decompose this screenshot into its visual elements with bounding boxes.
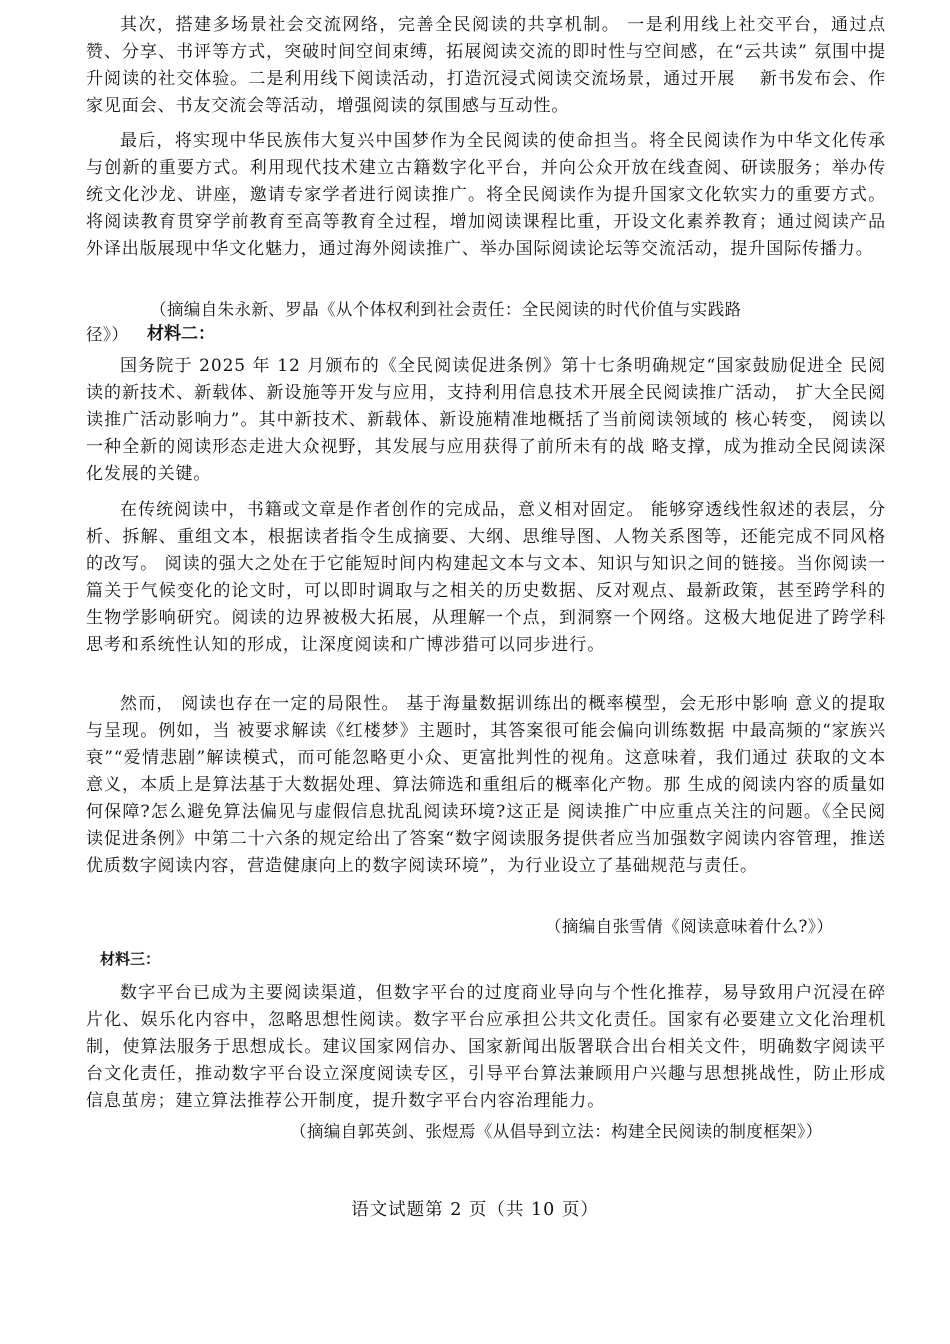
material-three-heading: 材料三： xyxy=(100,950,161,968)
paragraph-limitations: 然而， 阅读也存在一定的局限性。 基于海量数据训练出的概率模型，会无形中影响 意义的提取与呈现。例如，当 被要求解读《红楼梦》主题时，其答案很可能会偏向训练数据 中最高频的“家族兴衰”“爱情悲剧”解读模式，而可能忽略更小众、更富批判性的视角。这意味着，我们通过 获取的文本意义，本质上是算法基于大数据处理、算法筛选和重组后的概率化产物。那 生成的阅读内容的质量如何保障?怎么避免算法偏见与虚假信息扰乱阅读环境?这正是 阅读推广中应重点关注的问题。《全民阅读促进条例》中第二十六条的规定给出了答案“数字阅读服务提供者应当加强数字阅读内容管理，推送优质数字阅读内容，营造健康向上的数字阅读环境”，为行业设立了基础规范与责任。 xyxy=(86,694,886,876)
paragraph-traditional-reading: 在传统阅读中，书籍或文章是作者创作的完成品，意义相对固定。 能够穿透线性叙述的表层，分析、拆解、重组文本，根据读者指令生成摘要、大纲、思维导图、人物关系图等，还能完成不同风格的改写。 阅读的强大之处在于它能短时间内构建起文本与文本、知识与知识之间的链接。当你阅读一篇关于气候变化的论文时，可以即时调取与之相关的历史数据、反对观点、最新政策，甚至跨学科的生物学影响研究。阅读的边界被极大拓展，从理解一个点，到洞察一个网络。这极大地促进了跨学科思考和系统性认知的形成，让深度阅读和广博涉猎可以同步进行。 xyxy=(86,500,886,655)
source-citation-3: （摘编自郭英剑、张煜焉《从倡导到立法：构建全民阅读的制度框架》） xyxy=(290,1122,823,1141)
paragraph-sharing-mechanism: 其次，搭建多场景社会交流网络，完善全民阅读的共享机制。 一是利用线上社交平台，通过点赞、分享、书评等方式，突破时间空间束缚，拓展阅读交流的即时性与空间感，在“云共读” 氛围中提升阅读的社交体验。二是利用线下阅读活动，打造沉浸式阅读交流场景，通过开展 新书发布会、作家见面会、书友交流会等活动，增强阅读的氛围感与互动性。 xyxy=(86,15,886,116)
source-citation-1: （摘编自朱永新、罗晶《从个体权利到社会责任：全民阅读的时代价值与实践路 xyxy=(150,300,742,319)
page-footer: 语文试题第 2 页（共 10 页） xyxy=(351,1200,599,1220)
paragraph-mission: 最后，将实现中华民族伟大复兴中国梦作为全民阅读的使命担当。将全民阅读作为中华文化传承与创新的重要方式。利用现代技术建立古籍数字化平台，并向公众开放在线查阅、研读服务；举办传统文化沙龙、讲座，邀请专家学者进行阅读推广。将全民阅读作为提升国家文化软实力的重要方式。将阅读教育贯穿学前教育至高等教育全过程，增加阅读课程比重，开设文化素养教育；通过阅读产品外译出版展现中华文化魅力，通过海外阅读推广、举办国际阅读论坛等交流活动，提升国际传播力。 xyxy=(86,131,886,259)
source-citation-1-cont: 径》） xyxy=(86,325,129,344)
material-two-heading: 材料二： xyxy=(147,324,215,344)
paragraph-regulation: 国务院于 2025 年 12 月颁布的《全民阅读促进条例》第十七条明确规定“国家鼓励促进全 民阅读的新技术、新载体、新设施等开发与应用，支持利用信息技术开展全民阅读推广活动， 扩大全民阅读推广活动影响力”。其中新技术、新载体、新设施精准地概括了当前阅读领域的 核心转变， 阅读以一种全新的阅读形态走进大众视野，其发展与应用获得了前所未有的战 略支撑，成为推动全民阅读深化发展的关键。 xyxy=(86,356,886,484)
source-citation-2: （摘编自张雪倩《阅读意味着什么?》） xyxy=(545,917,834,936)
paragraph-digital-platforms: 数字平台已成为主要阅读渠道，但数字平台的过度商业导向与个性化推荐，易导致用户沉浸在碎片化、娱乐化内容中，忽略思想性阅读。数字平台应承担公共文化责任。国家有必要建立文化治理机制，使算法服务于思想成长。建议国家网信办、国家新闻出版署联合出台相关文件，明确数字阅读平台文化责任，推动数字平台设立深度阅读专区，引导平台算法兼顾用户兴趣与思想挑战性，防止形成信息茧房；建立算法推荐公开制度，提升数字平台内容治理能力。 xyxy=(86,983,886,1111)
